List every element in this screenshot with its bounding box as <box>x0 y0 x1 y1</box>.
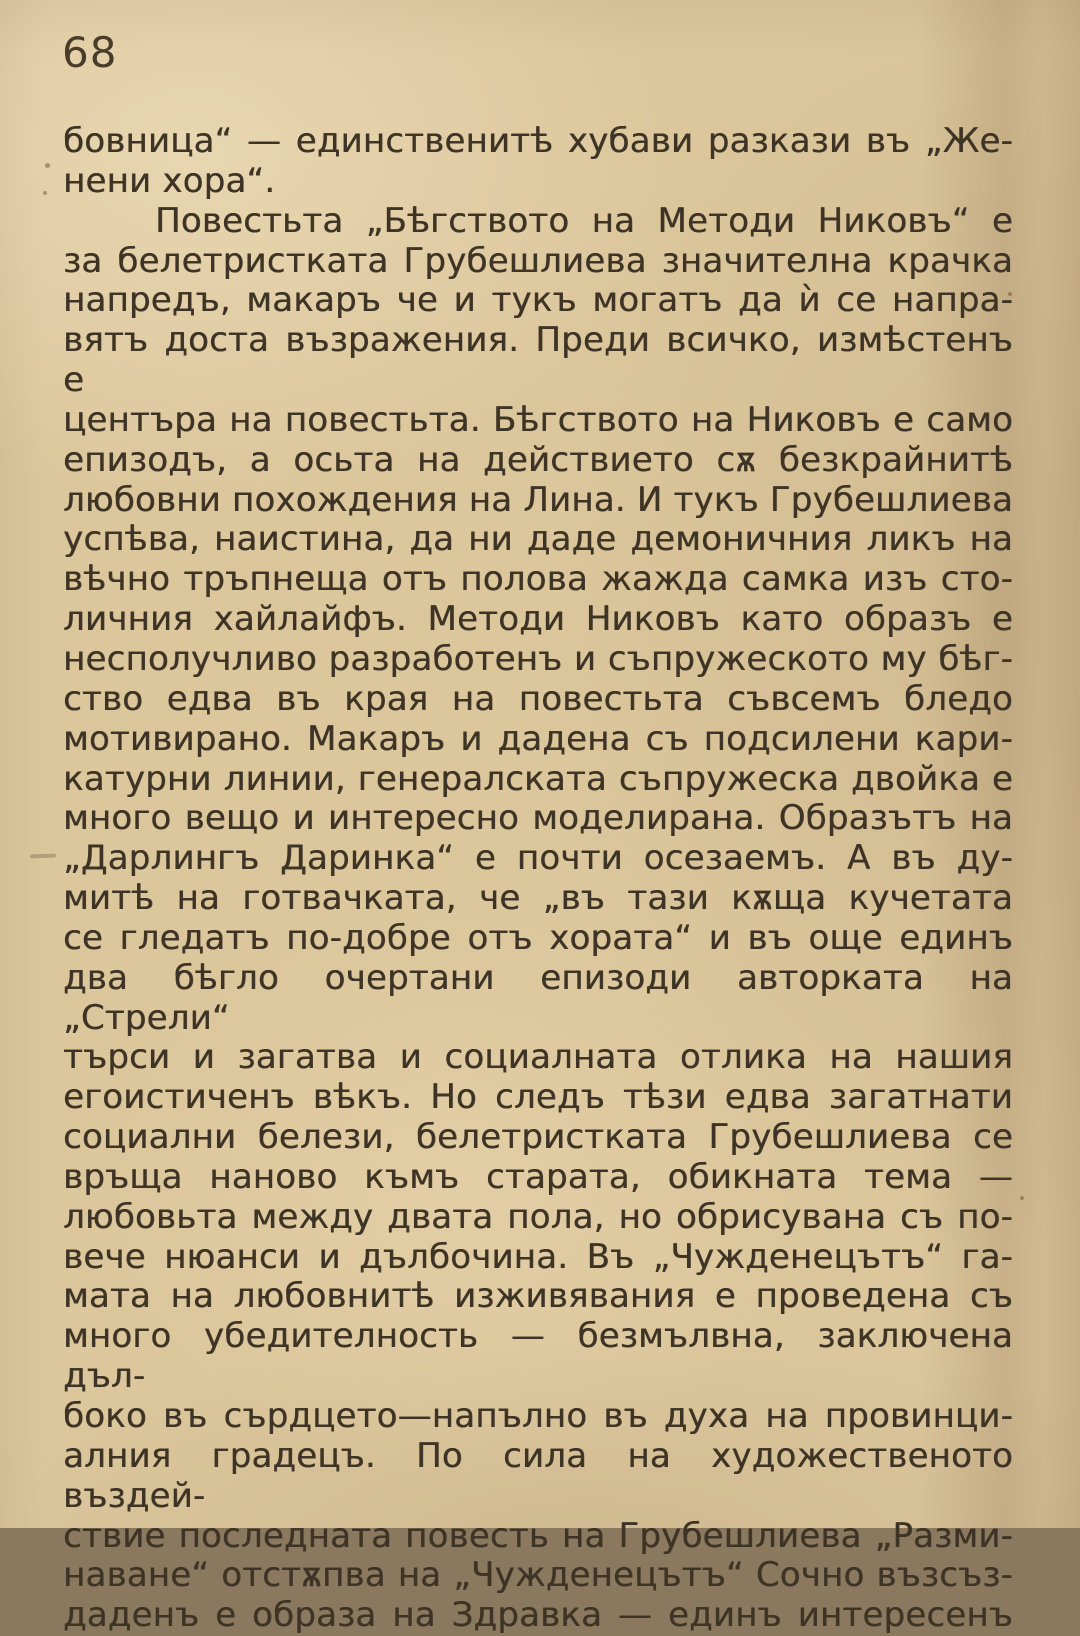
text-line: два бѣгло очертани епизоди авторката на „Стрели“ <box>63 957 1013 1038</box>
text-line: много убедителность — безмълвна, заключена дъл- <box>63 1316 1013 1397</box>
text-line: епизодъ, а осьта на действието сѫ безкрайнитѣ <box>63 439 1013 480</box>
text-line: боко въ сърдцето—напълно въ духа на провинци- <box>63 1396 1013 1436</box>
text-line: личния хайлайфъ. Методи Никовъ като образъ е <box>63 599 1013 640</box>
text-line: успѣва, наистина, да ни даде демоничния ликъ на <box>63 519 1013 560</box>
text-line: вятъ доста възражения. Преди всичко, измѣстенъ е <box>63 320 1013 401</box>
text-line: несполучливо разработенъ и съпружеското му бѣг- <box>63 638 1013 679</box>
text-line: мотивирано. Макаръ и дадена съ подсилени кари- <box>63 718 1013 759</box>
text-line: Повестьта „Бѣгството на Методи Никовъ“ е <box>155 200 1013 241</box>
text-line: даденъ е образа на Здравка — единъ интересенъ <box>63 1595 1013 1636</box>
text-line: любовьта между двата пола, но обрисувана съ по- <box>63 1196 1013 1237</box>
text-line: връща наново къмъ старата, обикната тема — <box>63 1156 1013 1197</box>
margin-speck <box>1020 1196 1024 1200</box>
text-line: катурни линии, генералската съпружеска двойка е <box>63 758 1013 799</box>
text-line: се гледатъ по-добре отъ хората“ и въ още единъ <box>63 917 1013 958</box>
text-line: митѣ на готвачката, че „въ тази кѫща кучетата <box>63 878 1013 919</box>
page-number: 68 <box>62 28 118 77</box>
margin-dash <box>30 854 56 859</box>
text-line: напредъ, макаръ че и тукъ могатъ да ѝ се напра- <box>63 280 1013 321</box>
text-line: ствие последната повесть на Грубешлиева „Разми- <box>63 1515 1013 1556</box>
text-line: много вещо и интересно моделирана. Образътъ на <box>63 798 1013 839</box>
text-block <box>63 122 1013 1636</box>
margin-speck <box>1008 292 1012 296</box>
text-line: алния градецъ. По сила на художественото въздей- <box>63 1435 1013 1516</box>
text-line: нени хора“. <box>63 160 276 201</box>
text-line: социални белези, белетристката Грубешлиева се <box>63 1117 1013 1158</box>
text-line: търси и загатва и социалната отлика на нашия <box>63 1037 1013 1078</box>
text-line: наване“ отстѫпва на „Чужденецътъ“ Сочно възсъз- <box>63 1555 1013 1596</box>
text-line: центъра на повестьта. Бѣгството на Никовъ е само <box>63 399 1013 440</box>
text-line: любовни похождения на Лина. И тукъ Грубешлиева <box>63 479 1013 520</box>
text-line: мата на любовнитѣ изживявания е проведена съ <box>63 1276 1013 1317</box>
text-line: за белетристката Грубешлиева значителна крачка <box>63 240 1013 281</box>
text-line: ство едва въ края на повестьта съвсемъ бледо <box>63 678 1013 719</box>
text-line: „Дарлингъ Даринка“ е почти осезаемъ. А въ ду- <box>63 838 1013 879</box>
text-line: бовница“ — единственитѣ хубави разкази въ „Же- <box>63 121 1013 161</box>
margin-speck <box>45 163 50 168</box>
margin-speck <box>43 191 47 195</box>
text-line: егоистиченъ вѣкъ. Но следъ тѣзи едва загатнати <box>63 1077 1013 1118</box>
text-line: вѣчно тръпнеща отъ полова жажда самка изъ сто- <box>63 559 1013 600</box>
text-line: вече нюанси и дълбочина. Въ „Чужденецътъ“ га- <box>63 1236 1013 1277</box>
